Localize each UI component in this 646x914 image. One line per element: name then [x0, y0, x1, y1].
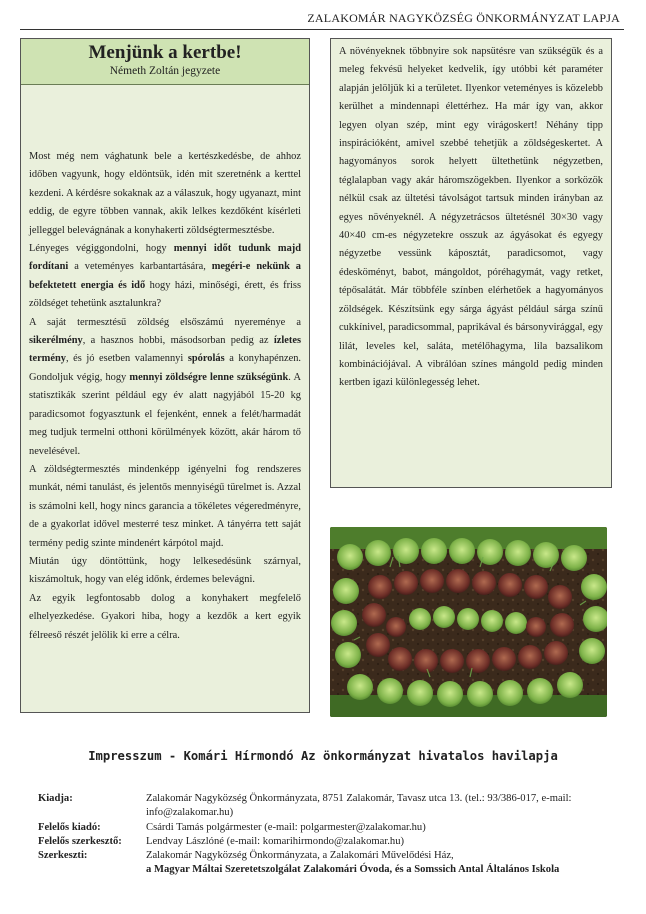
article-title: Menjünk a kertbe! [88, 42, 242, 63]
impressum-label: Felelős szerkesztő: [38, 835, 122, 847]
paragraph: A saját termesztésű zöldség elsőszámú nyereménye a sikerélmény, a hasznos hobbi, másodsorban pedig az ízletes termény, és jó esetben valamennyi spórolás a konyhapénzen. Gondoljuk végig, hogy mennyi zöldségre lenne szükségünk. A statisztikák szerint például egy év alatt nagyjából 15-20 kg paradicsomot fogyasztunk el fejenként, ennek a felét/harmadát meg tudjuk termelni otthoni körülmények között, akár három tő nevelésével. [29, 316, 302, 457]
article-body-left [21, 148, 309, 645]
impressum-label: Kiadja: [38, 793, 73, 804]
impressum-row [38, 849, 618, 878]
vegetable-garden-photo [330, 527, 607, 717]
impressum-value: Zalakomár Nagyközség Önkormányzata, a Zalakomári Művelődési Ház, a Magyar Máltai Szeretetszolgálat Zalakomári Óvoda, és a Somssich Antal Általános Iskola [146, 850, 560, 876]
paragraph: Az egyik legfontosabb dolog a konyhakert megfelelő elhelyezkedése. Gyakori hiba, hogy a kezdők a kert egyik félreeső részét jelölik ki erre a célra. [29, 592, 301, 641]
impressum-row [38, 792, 618, 821]
paragraph: Miután úgy döntöttünk, hogy lelkesedésünk szárnyal, kiszámoltuk, hogy van elég időnk, érdemes belevágni. [29, 555, 301, 586]
page-header [20, 9, 624, 30]
impressum-value: Lendvay Lászlóné (e-mail: komarihirmondo@zalakomar.hu) [146, 835, 405, 847]
impressum-row [38, 821, 618, 835]
impressum-title: Impresszum - Komári Hírmondó Az önkormányzat hivatalos havilapja [88, 749, 558, 763]
garden-photo-illustration [330, 527, 607, 717]
publication-title: ZALAKOMÁR NAGYKÖZSÉG ÖNKORMÁNYZAT LAPJA [307, 11, 620, 25]
impressum-label: Felelős kiadó: [38, 821, 101, 833]
paragraph: A zöldségtermesztés mindenképp igényelni fog rendszeres munkát, némi tanulást, és jelentős mennyiségű türelmet is. Azzal is számolni kell, hogy nincs garancia a tökéletes végeredményre, de a gyakorlat idővel mesterré tesz minket. A tányérra tett saját termény pedig szinte mindenért kárpótol majd. [29, 463, 301, 549]
paragraph: Lényeges végiggondolni, hogy mennyi időt tudunk majd fordítani a veteményes karbantartására, megéri-e nekünk a befektetett energia és idő hogy házi, minőségi, érett, és friss zöldséget tehetünk asztalunkra? [29, 243, 302, 310]
impressum-value: Zalakomár Nagyközség Önkormányzata, 8751 Zalakomár, Tavasz utca 13. (tel.: 93/386-017, e-mail: info@zalakomar.hu) [146, 793, 572, 819]
article-right-column [330, 38, 612, 488]
article-heading [21, 39, 309, 85]
article-left-column [20, 38, 310, 713]
article-author: Németh Zoltán jegyzete [109, 65, 221, 77]
impressum-value: Csárdi Tamás polgármester (e-mail: polgarmester@zalakomar.hu) [146, 821, 426, 833]
impressum-label: Szerkeszti: [38, 850, 88, 862]
paragraph: A növényeknek többnyire sok napsütésre van szükségük és a meleg fekvésű helyeket kedvelik, így utóbbi két paraméter alapján jelöljük ki a területet. Ilyenkor veteményes is közelebb kerülhet a mindennapi élettérhez. Ha már így van, akkor legyen olyan szép, mint egy virágoskert! Néhány tipp inspirációként, amivel szebbé tehetjük a zöldségeskertet. A hagyományos sorok helyett ültethetünk négyzetben, téglalapban vagy akár háromszögekben. Ilyenkor a sorközök nélkül csak az ültetési távolságot tartsuk minden irányban az egyes növényeknél. A négyzetrácsos ültetésnél 30×30 vagy 40×40 cm-es négyzetekre osszuk az ágyásokat és egyegy négyzetbe vessünk káposztát, paradicsomot, vagy édesköményt, babot, mángoldot, póréhagymát, vagy retket, tépősalátát. Már többféle színben elérhetőek a hagyományos zöldségek. Készítsünk egy sárga ágyást például sárga színű cukkínivel, paradicsommal, paprikával és bársonyvirággal, egy lilát, leveles kel, saláta, metélőhagyma, lila bazsalikom kombinációjával. A vibrálóan színes mángold pedig minden kertben igazi különlegesség lehet. [339, 46, 603, 389]
impressum-row [38, 835, 618, 849]
paragraph: Most még nem vághatunk bele a kertészkedésbe, de ahhoz időben vagyunk, hogy eldöntsük, idén mit szeretnénk a kerttel kezdeni. A kérdésre sokaknak az a válaszuk, hogy ugyanazt, mint eddig, de egyre többen vannak, akik lelkes kezdőként kísérleti jelleggel belevágnának a konyhakerti zöldségtermesztésbe. [29, 151, 301, 236]
impressum-table [38, 792, 618, 878]
